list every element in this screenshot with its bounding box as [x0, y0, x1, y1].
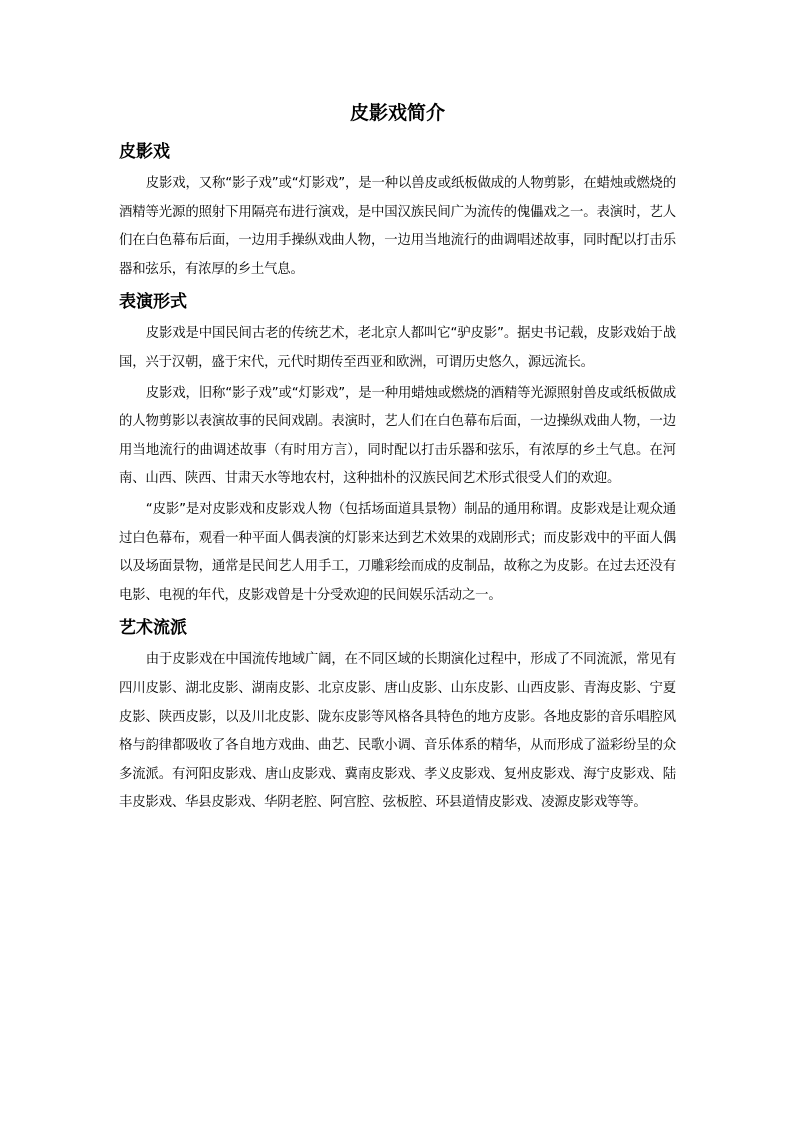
paragraph: 皮影戏是中国民间古老的传统艺术，老北京人都叫它“驴皮影”。据史书记载，皮影戏始于战国，兴于汉朝，盛于宋代，元代时期传至西亚和欧洲，可谓历史悠久，源远流长。	[119, 326, 676, 370]
section-performance	[119, 290, 676, 610]
section-intro	[119, 140, 676, 284]
page-title: 皮影戏简介	[349, 102, 445, 124]
section-schools	[119, 616, 676, 818]
paragraph: “皮影”是对皮影戏和皮影戏人物（包括场面道具景物）制品的通用称谓。皮影戏是让观众通过白色幕布，观看一种平面人偶表演的灯影来达到艺术效果的戏剧形式；而皮影戏中的平面人偶以及场面景物，通常是民间艺人用手工，刀雕彩绘而成的皮制品，故称之为皮影。在过去还没有电影、电视的年代，皮影戏曾是十分受欢迎的民间娱乐活动之一。	[119, 501, 676, 603]
paragraph: 由于皮影戏在中国流传地域广阔，在不同区域的长期演化过程中，形成了不同流派，常见有四川皮影、湖北皮影、湖南皮影、北京皮影、唐山皮影、山东皮影、山西皮影、青海皮影、宁夏皮影、陕西皮影，以及川北皮影、陇东皮影等风格各具特色的地方皮影。各地皮影的音乐唱腔风格与韵律都吸收了各自地方戏曲、曲艺、民歌小调、音乐体系的精华，从而形成了溢彩纷呈的众多流派。有河阳皮影戏、唐山皮影戏、冀南皮影戏、孝义皮影戏、复州皮影戏、海宁皮影戏、陆丰皮影戏、华县皮影戏、华阴老腔、阿宫腔、弦板腔、环县道情皮影戏、凌源皮影戏等等。	[119, 652, 676, 811]
paragraph: 皮影戏，又称“影子戏”或“灯影戏”，是一种以兽皮或纸板做成的人物剪影，在蜡烛或燃烧的酒精等光源的照射下用隔亮布进行演戏，是中国汉族民间广为流传的傀儡戏之一。表演时，艺人们在白色幕布后面，一边用手操纵戏曲人物，一边用当地流行的曲调唱述故事，同时配以打击乐器和弦乐，有浓厚的乡土气息。	[119, 176, 676, 277]
section-heading-intro: 皮影戏	[119, 142, 170, 162]
section-heading-performance: 表演形式	[119, 292, 187, 313]
paragraph: 皮影戏，旧称“影子戏”或“灯影戏”，是一种用蜡烛或燃烧的酒精等光源照射兽皮或纸板做成的人物剪影以表演故事的民间戏剧。表演时，艺人们在白色幕布后面，一边操纵戏曲人物，一边用当地流行的曲调述故事（有时用方言），同时配以打击乐器和弦乐，有浓厚的乡土气息。在河南、山西、陕西、甘肃天水等地农村，这种拙朴的汉族民间艺术形式很受人们的欢迎。	[119, 385, 676, 487]
section-heading-schools: 艺术流派	[119, 618, 187, 639]
document-page	[119, 100, 676, 824]
